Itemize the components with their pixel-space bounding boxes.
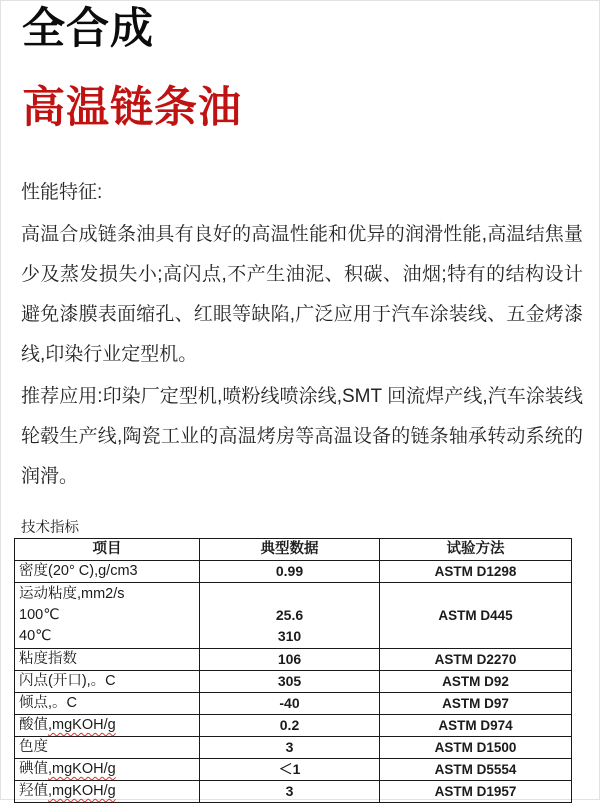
description-block: [21, 173, 583, 499]
spec-item-label-spellcheck: ,mgKOH/g: [48, 783, 116, 799]
spec-value-cell: 3: [200, 737, 380, 759]
spec-item-cell: [15, 759, 200, 781]
spec-value-line: 310: [277, 628, 302, 644]
spec-method-cell: ASTM D97: [380, 693, 572, 715]
spec-method-cell: ASTM D5554: [380, 759, 572, 781]
spec-method-cell: ASTM D1957: [380, 781, 572, 803]
spec-item-line: 100℃: [19, 607, 60, 623]
spec-item-label: 密度(20° C),g/cm3: [19, 563, 138, 579]
spec-value-cell: 0.99: [200, 561, 380, 583]
spec-value-cell: 0.2: [200, 715, 380, 737]
spec-item-cell: [15, 649, 200, 671]
spec-item-label: 闪点(开口),。C: [19, 673, 116, 689]
spec-item-label: 色度: [19, 739, 48, 755]
table-header-row: [15, 539, 572, 561]
spec-item-line: 运动粘度,mm2/s: [19, 586, 125, 602]
table-row: [15, 693, 572, 715]
spec-item-label: 粘度指数: [19, 651, 77, 667]
spec-item-line: 40℃: [19, 628, 52, 644]
spec-method-cell: ASTM D1500: [380, 737, 572, 759]
spec-method-cell: ASTM D92: [380, 671, 572, 693]
spec-item-label-spellcheck: ,mgKOH/g: [48, 761, 116, 777]
features-paragraph: 高温合成链条油具有良好的高温性能和优异的润滑性能,高温结焦量少及蒸发损失小;高闪点,不产生油泥、积碳、油烟;特有的结构设计避免漆膜表面缩孔、红眼等缺陷,广泛应用于汽车涂装线、五金烤漆线,印染行业定型机。: [21, 224, 583, 365]
spec-item-cell: [15, 693, 200, 715]
spec-item-cell: [15, 781, 200, 803]
spec-item-cell: [15, 671, 200, 693]
table-row: [15, 649, 572, 671]
applications-paragraph: 推荐应用:印染厂定型机,喷粉线喷涂线,SMT 回流焊产线,汽车涂装线轮毂生产线,陶瓷工业的高温烤房等高温设备的链条轴承转动系统的润滑。: [21, 386, 583, 487]
spec-value-cell: 3: [200, 781, 380, 803]
spec-value-cell: 305: [200, 671, 380, 693]
table-row: [15, 583, 572, 649]
spec-value-cell: 106: [200, 649, 380, 671]
product-line-title: 全合成: [22, 5, 154, 53]
spec-item-cell: [15, 715, 200, 737]
spec-method-cell: ASTM D1298: [380, 561, 572, 583]
table-row: [15, 781, 572, 803]
spec-item-label-spellcheck: ,mgKOH/g: [48, 717, 116, 733]
spec-value-cell: -40: [200, 693, 380, 715]
spec-table-body: [15, 561, 572, 803]
column-header-typical-data: 典型数据: [200, 539, 380, 561]
spec-item-label: 倾点,。C: [19, 695, 77, 711]
spec-method-cell: ASTM D2270: [380, 649, 572, 671]
spec-method-cell: ASTM D974: [380, 715, 572, 737]
spec-item-cell: [15, 583, 200, 649]
table-row: [15, 671, 572, 693]
table-row: [15, 759, 572, 781]
product-datasheet: [1, 1, 599, 799]
spec-value-line: 25.6: [275, 607, 304, 623]
column-header-test-method: 试验方法: [380, 539, 572, 561]
spec-value-cell: [200, 583, 380, 649]
spec-value-line: [204, 584, 375, 605]
column-header-item: 项目: [15, 539, 200, 561]
specs-section-label: 技术指标: [21, 520, 79, 536]
spec-item-label: 羟值: [19, 783, 48, 799]
specs-table: [14, 538, 572, 803]
spec-method-cell: ASTM D445: [380, 583, 572, 649]
spec-item-label: 酸值: [19, 717, 48, 733]
product-name-title: 高温链条油: [22, 84, 242, 132]
table-row: [15, 715, 572, 737]
spec-value-cell: ＜1: [200, 759, 380, 781]
spec-item-cell: [15, 561, 200, 583]
table-row: [15, 737, 572, 759]
table-row: [15, 561, 572, 583]
spec-item-label: 碘值: [19, 761, 48, 777]
features-label: 性能特征:: [21, 182, 103, 203]
spec-item-cell: [15, 737, 200, 759]
